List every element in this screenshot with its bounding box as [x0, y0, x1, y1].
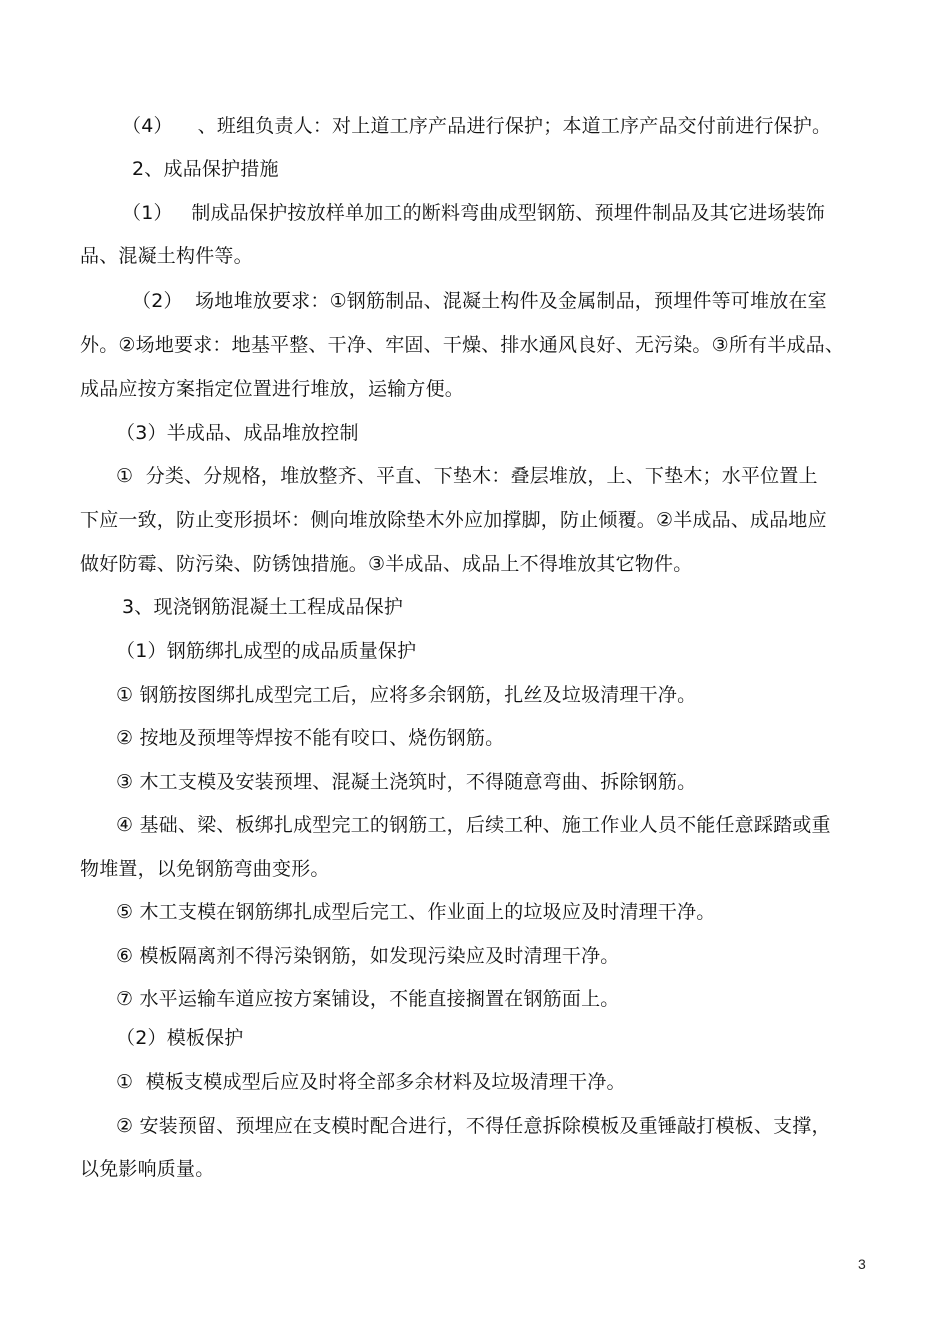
paragraph-line: ① 分类、分规格，堆放整齐、平直、下垫木：叠层堆放，上、下垫木；水平位置上 — [116, 465, 818, 487]
paragraph-line: （4） 、班组负责人：对上道工序产品进行保护；本道工序产品交付前进行保护。 — [122, 115, 832, 137]
list-item: ① 模板支模成型后应及时将全部多余材料及垃圾清理干净。 — [116, 1071, 626, 1093]
paragraph-line: （1） 制成品保护按放样单加工的断料弯曲成型钢筋、预埋件制品及其它进场装饰 — [122, 202, 826, 224]
list-item: ① 钢筋按图绑扎成型完工后，应将多余钢筋，扎丝及垃圾清理干净。 — [116, 684, 697, 706]
subsection-heading: （3）半成品、成品堆放控制 — [116, 422, 359, 444]
section-heading: 3、现浇钢筋混凝土工程成品保护 — [122, 596, 404, 618]
page-number: 3 — [858, 1256, 866, 1272]
list-item: ⑥ 模板隔离剂不得污染钢筋，如发现污染应及时清理干净。 — [116, 945, 620, 967]
subsection-heading: （2）模板保护 — [116, 1027, 244, 1049]
paragraph-line: 下应一致，防止变形损坏：侧向堆放除垫木外应加撑脚，防止倾覆。②半成品、成品地应 — [80, 509, 827, 531]
list-item: ③ 木工支模及安装预埋、混凝土浇筑时，不得随意弯曲、拆除钢筋。 — [116, 771, 697, 793]
paragraph-line: 品、混凝土构件等。 — [80, 245, 253, 267]
paragraph-line: 以免影响质量。 — [80, 1158, 215, 1180]
paragraph-line: （2） 场地堆放要求：①钢筋制品、混凝土构件及金属制品，预埋件等可堆放在室 — [132, 290, 827, 312]
list-item: ② 安装预留、预埋应在支模时配合进行，不得任意拆除模板及重锤敲打模板、支撑， — [116, 1115, 831, 1137]
list-item: ② 按地及预埋等焊按不能有咬口、烧伤钢筋。 — [116, 727, 505, 749]
paragraph-line: 成品应按方案指定位置进行堆放，运输方便。 — [80, 378, 465, 400]
paragraph-line: 做好防霉、防污染、防锈蚀措施。③半成品、成品上不得堆放其它物件。 — [80, 553, 693, 575]
section-heading: 2、成品保护措施 — [132, 158, 279, 180]
list-item: ④ 基础、梁、板绑扎成型完工的钢筋工，后续工种、施工作业人员不能任意踩踏或重 — [116, 814, 831, 836]
list-item: ⑦ 水平运输车道应按方案铺设，不能直接搁置在钢筋面上。 — [116, 988, 620, 1010]
list-item: ⑤ 木工支模在钢筋绑扎成型后完工、作业面上的垃圾应及时清理干净。 — [116, 901, 716, 923]
subsection-heading: （1）钢筋绑扎成型的成品质量保护 — [116, 640, 417, 662]
paragraph-line: 物堆置，以免钢筋弯曲变形。 — [80, 858, 330, 880]
paragraph-line: 外。②场地要求：地基平整、干净、牢固、干燥、排水通风良好、无污染。③所有半成品、 — [80, 334, 845, 356]
